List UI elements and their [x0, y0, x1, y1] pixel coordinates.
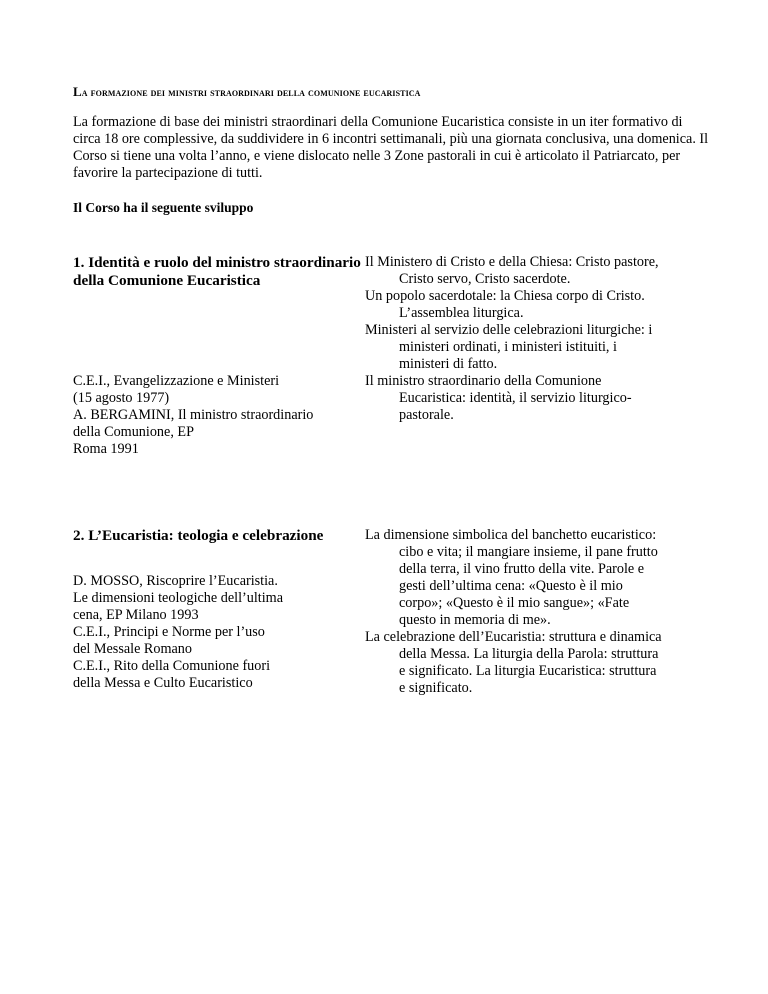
intro-paragraph: La formazione di base dei ministri straordinari della Comunione Eucaristica consiste in un iter formativo di circa 18 ore complessive, da suddividere in 6 incontri settimanali, più una giornata conclusiva, una domenica. Il Corso si tiene una volta l’anno, e viene dislocato nelle 3 Zone pastorali in cui è articolato il Patriarcato, per favorire la partecipazione di tutti. [73, 114, 709, 181]
topic-item: La dimensione simbolica del banchetto eucaristico: cibo e vita; il mangiare insieme, il pane frutto della terra, il vino frutto della vite. Parole e gesti dell’ultima cena: «Questo è il mio corpo»; «Questo è il mio sangue»; «Fate questo in memoria di me». [365, 527, 658, 628]
module-1 [73, 254, 693, 474]
module-2-topics [365, 527, 665, 697]
module-1-references [73, 373, 313, 458]
reference-line: Le dimensioni teologiche dell’ultima [73, 590, 283, 606]
module-1-left-column [73, 254, 365, 457]
reference-line: della Comunione, EP [73, 424, 194, 440]
reference-line: C.E.I., Principi e Norme per l’uso [73, 624, 265, 640]
reference-line: della Messa e Culto Eucaristico [73, 675, 253, 691]
title-rest: a formazione dei ministri straordinari della comunione eucaristica [81, 87, 421, 99]
topic-item: Il Ministero di Cristo e della Chiesa: Cristo pastore, Cristo servo, Cristo sacerdote. [365, 254, 659, 287]
module-1-topics [365, 254, 665, 424]
reference-line: D. MOSSO, Riscoprire l’Eucaristia. [73, 573, 278, 589]
reference-line: A. BERGAMINI, Il ministro straordinario [73, 407, 314, 423]
reference-line: C.E.I., Rito della Comunione fuori [73, 658, 271, 674]
reference-line: del Messale Romano [73, 641, 192, 657]
reference-line: cena, EP Milano 1993 [73, 607, 199, 623]
module-2-title: 2. L’Eucaristia: teologia e celebrazione [73, 527, 324, 544]
title-initial: L [73, 84, 82, 99]
topic-item: Il ministro straordinario della Comunione Eucaristica: identità, il servizio liturgico-pastorale. [365, 373, 632, 423]
module-1-title: 1. Identità e ruolo del ministro straordinario della Comunione Eucaristica [73, 254, 361, 289]
module-2-left-column [73, 527, 365, 691]
reference-line: (15 agosto 1977) [73, 390, 170, 406]
topic-item: Un popolo sacerdotale: la Chiesa corpo di Cristo. L’assemblea liturgica. [365, 288, 645, 321]
topic-item: La celebrazione dell’Eucaristia: struttura e dinamica della Messa. La liturgia della Parola: struttura e significato. La liturgia Eucaristica: struttura e significato. [365, 629, 662, 696]
reference-line: Roma 1991 [73, 441, 139, 457]
reference-line: C.E.I., Evangelizzazione e Ministeri [73, 373, 280, 389]
module-2-references [73, 573, 283, 692]
topic-item: Ministeri al servizio delle celebrazioni liturgiche: i ministeri ordinati, i ministeri istituiti, i ministeri di fatto. [365, 322, 653, 372]
document-title [73, 84, 713, 100]
course-subheading: Il Corso ha il seguente sviluppo [73, 200, 254, 215]
module-2 [73, 527, 693, 747]
